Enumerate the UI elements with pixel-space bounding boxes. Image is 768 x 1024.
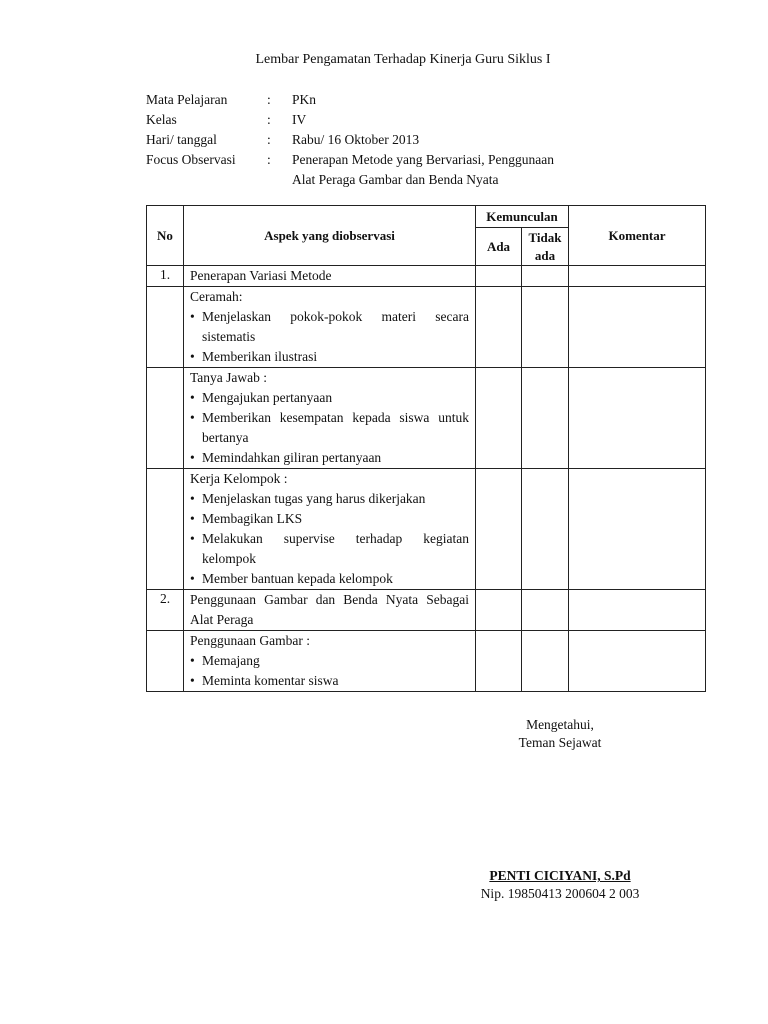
header-komentar: Komentar — [569, 206, 706, 266]
tidak-ada-cell — [522, 590, 569, 631]
info-row-focus — [146, 150, 602, 190]
tidak-ada-cell — [522, 287, 569, 368]
info-colon: : — [267, 92, 271, 107]
list-item-text: Memindahkan giliran pertanyaan — [202, 450, 382, 465]
list-item-text: Mengajukan pertanyaan — [202, 390, 333, 405]
list-item-text: Meminta komentar siswa — [202, 673, 339, 688]
aspect-cell — [184, 287, 476, 368]
aspect-header: Tanya Jawab : — [190, 370, 268, 385]
header-ada: Ada — [476, 228, 522, 266]
tidak-ada-cell — [522, 368, 569, 469]
table-row — [147, 266, 706, 287]
header-tidak-ada: Tidak ada — [522, 228, 569, 266]
komentar-cell — [569, 631, 706, 692]
info-value — [292, 130, 602, 150]
signature-nip: Nip. 19850413 200604 2 003 — [480, 886, 640, 901]
tidak-ada-cell — [522, 631, 569, 692]
komentar-cell — [569, 469, 706, 590]
ada-cell — [476, 266, 522, 287]
bullet-icon: • — [190, 653, 195, 668]
info-label: Mata Pelajaran — [146, 92, 228, 107]
observation-table — [146, 205, 706, 692]
info-value-line: Rabu/ 16 Oktober 2013 — [292, 132, 420, 147]
ada-cell — [476, 590, 522, 631]
tidak-ada-cell — [522, 266, 569, 287]
list-item — [190, 408, 469, 448]
info-value — [292, 110, 602, 130]
aspect-header: Kerja Kelompok : — [190, 471, 288, 486]
bullet-icon: • — [190, 410, 195, 425]
bullet-icon: • — [190, 673, 195, 688]
list-item-text: Menjelaskan pokok-pokok materi secara sistematis — [202, 309, 469, 344]
info-block — [146, 90, 602, 190]
header-no: No — [147, 206, 184, 266]
list-item-text: Memberikan ilustrasi — [202, 349, 318, 364]
info-colon: : — [267, 152, 271, 167]
komentar-cell — [569, 368, 706, 469]
row-number — [147, 631, 184, 692]
komentar-cell — [569, 266, 706, 287]
signature-block — [460, 716, 660, 752]
table-row — [147, 469, 706, 590]
list-item — [190, 651, 469, 671]
list-item-text: Memberikan kesempatan kepada siswa untuk bertanya — [202, 410, 469, 445]
aspect-header: Penggunaan Gambar dan Benda Nyata Sebagai Alat Peraga — [190, 592, 469, 627]
list-item-text: Menjelaskan tugas yang harus dikerjakan — [202, 491, 426, 506]
info-row-date — [146, 130, 602, 150]
list-item — [190, 388, 469, 408]
table-row — [147, 287, 706, 368]
aspect-cell — [184, 469, 476, 590]
list-item-text: Melakukan supervise terhadap kegiatan kelompok — [202, 531, 469, 566]
header-kemunculan: Kemunculan — [476, 206, 569, 228]
signature-name: PENTI CICIYANI, S.Pd — [489, 868, 631, 883]
list-item — [190, 347, 469, 367]
row-number: 2. — [147, 590, 184, 631]
aspect-cell — [184, 368, 476, 469]
list-item-text: Member bantuan kepada kelompok — [202, 571, 393, 586]
signature-name-block — [460, 867, 660, 903]
list-item — [190, 671, 469, 691]
list-item-text: Memajang — [202, 653, 260, 668]
page-title: Lembar Pengamatan Terhadap Kinerja Guru Siklus I — [255, 52, 551, 67]
info-label: Kelas — [146, 112, 177, 127]
list-item-text: Membagikan LKS — [202, 511, 303, 526]
row-number: 1. — [147, 266, 184, 287]
aspect-header: Penggunaan Gambar : — [190, 633, 310, 648]
list-item — [190, 529, 469, 569]
info-label: Hari/ tanggal — [146, 132, 217, 147]
list-item — [190, 569, 469, 589]
table-row — [147, 590, 706, 631]
info-value-line: PKn — [292, 92, 317, 107]
table-row — [147, 631, 706, 692]
row-number — [147, 469, 184, 590]
info-row-class — [146, 110, 602, 130]
header-aspek: Aspek yang diobservasi — [184, 206, 476, 266]
info-colon: : — [267, 132, 271, 147]
ada-cell — [476, 469, 522, 590]
ada-cell — [476, 287, 522, 368]
row-number — [147, 368, 184, 469]
aspect-cell — [184, 631, 476, 692]
bullet-icon: • — [190, 491, 195, 506]
bullet-icon: • — [190, 390, 195, 405]
info-row-subject — [146, 90, 602, 110]
signature-line2: Teman Sejawat — [518, 735, 602, 750]
komentar-cell — [569, 287, 706, 368]
list-item — [190, 448, 469, 468]
ada-cell — [476, 631, 522, 692]
aspect-cell — [184, 266, 476, 287]
info-value — [292, 90, 602, 110]
bullet-icon: • — [190, 450, 195, 465]
bullet-icon: • — [190, 309, 195, 324]
komentar-cell — [569, 590, 706, 631]
bullet-icon: • — [190, 531, 195, 546]
info-label: Focus Observasi — [146, 152, 236, 167]
info-value-line: Alat Peraga Gambar dan Benda Nyata — [292, 172, 499, 187]
bullet-icon: • — [190, 349, 195, 364]
info-value — [292, 150, 602, 190]
list-item — [190, 307, 469, 347]
table-row — [147, 368, 706, 469]
ada-cell — [476, 368, 522, 469]
table-body — [147, 266, 706, 692]
aspect-header: Penerapan Variasi Metode — [190, 268, 332, 283]
aspect-header: Ceramah: — [190, 289, 243, 304]
info-value-line: Penerapan Metode yang Bervariasi, Penggunaan — [292, 152, 555, 167]
info-colon: : — [267, 112, 271, 127]
bullet-icon: • — [190, 511, 195, 526]
list-item — [190, 489, 469, 509]
tidak-ada-cell — [522, 469, 569, 590]
info-value-line: IV — [292, 112, 307, 127]
list-item — [190, 509, 469, 529]
row-number — [147, 287, 184, 368]
signature-line1: Mengetahui, — [526, 717, 594, 732]
bullet-icon: • — [190, 571, 195, 586]
aspect-cell — [184, 590, 476, 631]
